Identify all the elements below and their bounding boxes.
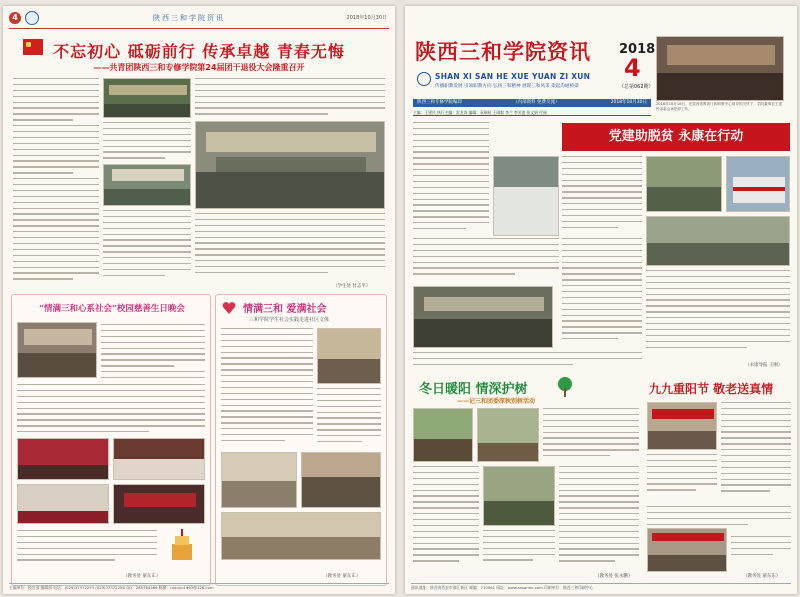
elderly-photo-group bbox=[647, 528, 727, 572]
practice-byline: （教务处 蒙东东） bbox=[323, 574, 361, 579]
winter-photo-planting bbox=[413, 408, 473, 462]
lead-article-photo-group bbox=[195, 121, 385, 209]
right-newspaper-page bbox=[405, 6, 797, 594]
info-school: 陕西三和专修学院编印 bbox=[417, 100, 462, 105]
page-header-title: 陕西三和学院资讯 bbox=[153, 14, 225, 22]
info-internal: （内部资料 免费交流） bbox=[513, 100, 560, 105]
lead-article-photo-assembly bbox=[103, 78, 191, 118]
masthead-title: 陕西三和学院资讯 bbox=[415, 39, 591, 64]
info-date: 2018年10月30日 bbox=[610, 100, 647, 105]
lead-article-title: 不忘初心 砥砺前行 传承卓越 青春无悔 bbox=[53, 42, 345, 61]
right-page-footer: 通讯地址：陕西省西安市曲江新区 邮编：710061 网址：www.sxsanhe.com 印刷单位：陕西三和印刷中心 bbox=[411, 583, 791, 591]
charity-photo-stage bbox=[17, 438, 109, 480]
charity-photo-dance bbox=[17, 484, 109, 524]
page-header-date: 2018年10月30日 bbox=[346, 15, 387, 21]
main-article-photo-crowd bbox=[413, 286, 553, 348]
main-article-title: 党建助脱贫 永康在行动 bbox=[562, 123, 790, 151]
elderly-byline: （教务处 蒙东东） bbox=[743, 574, 781, 579]
issue-year: 2018 bbox=[619, 42, 656, 57]
lead-article-body-left bbox=[13, 78, 99, 288]
header-divider bbox=[9, 28, 389, 29]
main-article-photo-ambulance bbox=[726, 156, 790, 212]
winter-article-subtitle: ——记三和团委深秋别树活动 bbox=[457, 398, 536, 405]
winter-body-left bbox=[413, 466, 479, 570]
lead-article-body-mid2 bbox=[103, 210, 191, 290]
lead-article-subtitle: ——共青团陕西三和专修学院第24届团干退役大会隆重召开 bbox=[93, 63, 305, 72]
masthead-photo-leaders bbox=[656, 36, 784, 101]
heart-icon bbox=[221, 300, 237, 316]
practice-section-subtitle: 三和学院学生社会实践走进社区文体 bbox=[249, 317, 330, 323]
masthead-slogan: 传播职教发展 引领职教方向 弘扬三和精神 展现三和风采 架起沟通桥梁 bbox=[435, 84, 579, 89]
main-article-body-bottom bbox=[413, 352, 642, 372]
practice-photo-activity bbox=[221, 512, 381, 560]
charity-section-title: “情满三和心系社会”校园慈善生日晚会 bbox=[39, 304, 185, 314]
elderly-body-1 bbox=[721, 402, 791, 502]
charity-photo-audience bbox=[17, 322, 97, 378]
winter-body-right bbox=[543, 408, 639, 462]
winter-article-title: 冬日暖阳 情深护树 bbox=[419, 382, 528, 397]
winter-body-right2 bbox=[559, 466, 639, 570]
charity-body-1 bbox=[101, 324, 205, 380]
main-article-photo-doctors bbox=[493, 156, 559, 236]
main-article-byline: （永康导报 王刚） bbox=[745, 363, 783, 368]
birthday-cake-icon bbox=[169, 526, 195, 562]
lead-article-body-mid bbox=[103, 122, 191, 162]
winter-body-mid bbox=[483, 530, 555, 570]
practice-body-2 bbox=[317, 388, 381, 448]
practice-photo-class bbox=[301, 452, 381, 508]
main-article-body-left bbox=[413, 122, 489, 232]
main-article-photo-villagers bbox=[646, 156, 722, 212]
issue-total: （总第062期） bbox=[619, 84, 654, 90]
practice-section-title: 情满三和 爱满社会 bbox=[243, 304, 327, 315]
main-article-body-right bbox=[562, 156, 642, 236]
winter-byline: （教务处 张永鹏） bbox=[595, 574, 633, 579]
school-logo-icon bbox=[417, 72, 431, 86]
issue-info-bar bbox=[413, 99, 651, 107]
practice-photo-community bbox=[317, 328, 381, 384]
lead-article-body-right2 bbox=[195, 213, 385, 283]
issue-number: 4 bbox=[624, 54, 641, 82]
lead-article-body-right bbox=[195, 78, 385, 118]
tree-icon bbox=[555, 376, 575, 398]
main-article-photo-visit bbox=[646, 216, 790, 266]
page-number-badge: 4 bbox=[9, 12, 21, 24]
masthead-pinyin: SHAN XI SAN HE XUE YUAN ZI XUN bbox=[435, 72, 591, 81]
charity-byline: （教务处 蒙东东） bbox=[123, 574, 161, 579]
elderly-article-title: 九九重阳节 敬老送真情 bbox=[649, 382, 774, 396]
practice-photo-children bbox=[221, 452, 297, 508]
practice-body-1 bbox=[221, 328, 313, 448]
winter-photo-trees bbox=[477, 408, 539, 462]
left-page-footer: 主编单位：校宣部 编辑部 电话：(029)37372253 (029)37372256 QQ：285764466 邮箱：ruanyu1993@126.com bbox=[9, 583, 389, 591]
elderly-photo-banner bbox=[647, 402, 717, 450]
charity-body-2 bbox=[17, 384, 205, 436]
main-article-body-center bbox=[562, 238, 642, 348]
charity-photo-hall bbox=[113, 484, 205, 524]
charity-body-3 bbox=[17, 530, 157, 570]
elderly-body-2 bbox=[647, 454, 717, 502]
main-article-body-right2 bbox=[646, 270, 790, 358]
main-article-body-lower-left bbox=[413, 238, 559, 282]
winter-photo-students bbox=[483, 466, 555, 526]
elderly-body-4 bbox=[731, 536, 791, 564]
school-emblem-icon bbox=[25, 11, 39, 25]
lead-article-byline: （学生处 付志平） bbox=[333, 284, 371, 289]
editorial-staff-line: 主编：王建民 执行主编：雷龙涛 编辑：袁瑞权 王刚毅 李兰 李芳凌 张文娟 付丽 bbox=[413, 109, 651, 116]
left-newspaper-page bbox=[3, 6, 395, 594]
lead-article-photo-meeting bbox=[103, 164, 191, 206]
masthead-photo-caption: 2018年10月16日，在陕西省教育厅和职教中心领导的关怀下，学院董事长王建民亲临会场指导工作。 bbox=[656, 102, 783, 111]
charity-photo-performance bbox=[113, 438, 205, 480]
